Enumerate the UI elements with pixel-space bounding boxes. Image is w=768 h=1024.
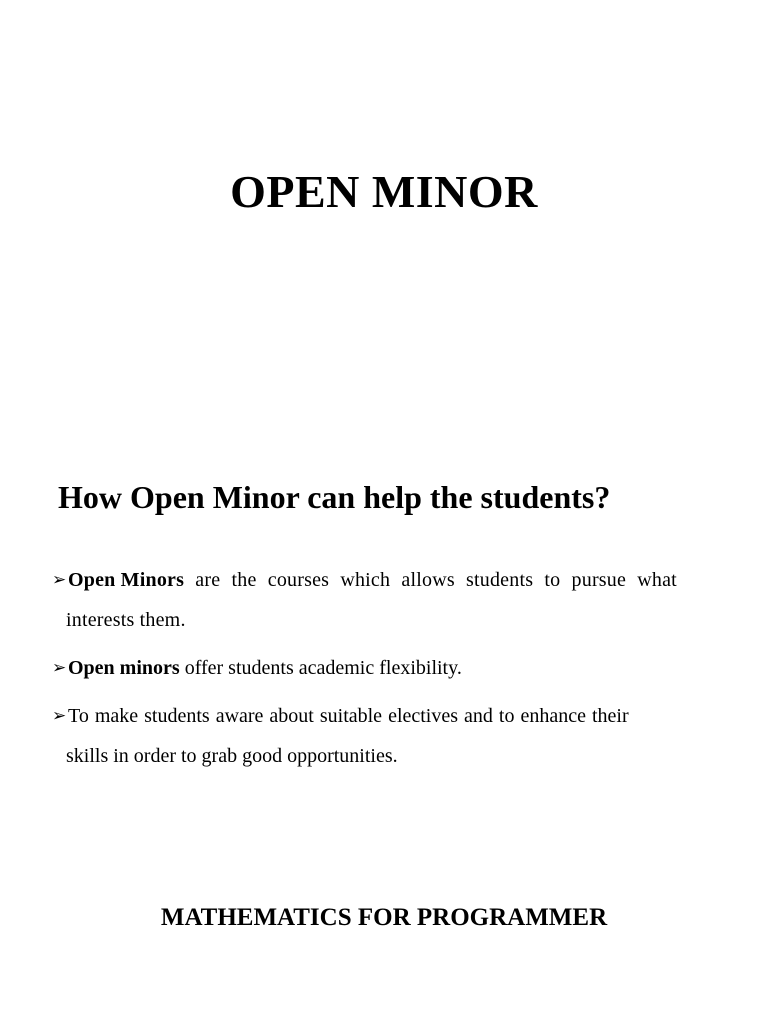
list-item: [52, 560, 716, 640]
list-item: [52, 648, 716, 688]
page-title: OPEN MINOR: [230, 166, 538, 217]
bullet-bold-term: Open minors: [68, 657, 180, 679]
arrowhead-bullet-icon: ➢: [52, 658, 67, 677]
course-title: MATHEMATICS FOR PROGRAMMER: [160, 904, 608, 931]
bullet-text: are the courses which allows students to pursue what: [184, 569, 677, 591]
section-heading: How Open Minor can help the students?: [58, 479, 611, 515]
bullet-text-continued: interests them.: [66, 609, 186, 631]
bullet-text-continued: skills in order to grab good opportunities.: [66, 745, 398, 767]
bullet-bold-term: Open Minors: [68, 569, 185, 591]
arrowhead-bullet-icon: ➢: [52, 706, 67, 725]
bullet-list: [52, 560, 716, 784]
arrowhead-bullet-icon: ➢: [52, 570, 67, 589]
bullet-text: To make students aware about suitable electives and to enhance their: [68, 705, 629, 727]
bullet-text: offer students academic flexibility.: [179, 657, 462, 679]
list-item: [52, 696, 716, 776]
